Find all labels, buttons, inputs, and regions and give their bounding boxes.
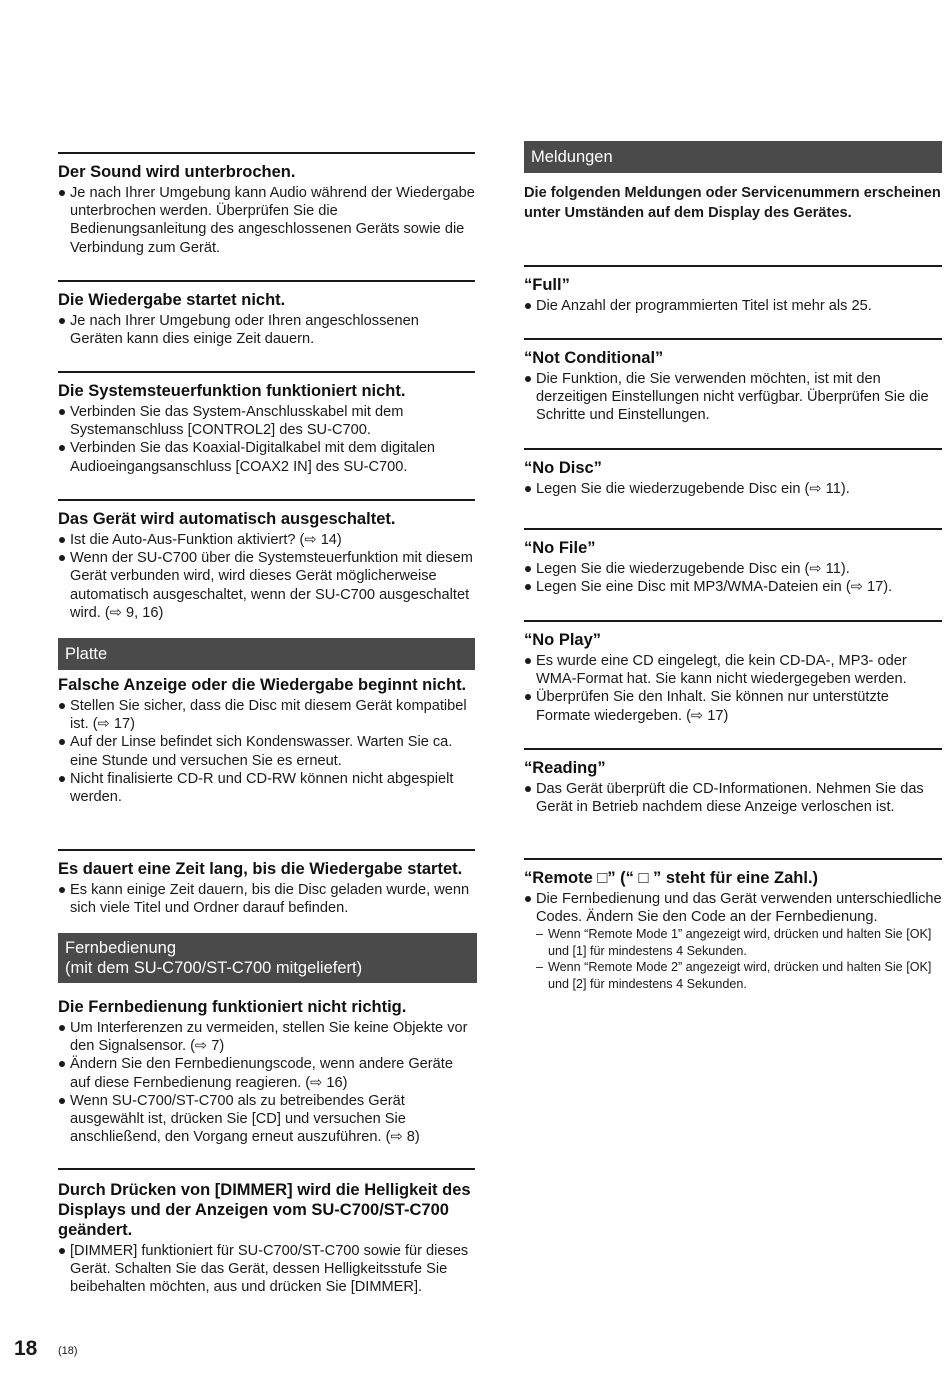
- sub-item-text: Wenn “Remote Mode 1” angezeigt wird, drücken und halten Sie [OK] und [1] für mindestens 4 Sekunden.: [548, 927, 932, 958]
- message-heading: “Remote □” (“ □ ” steht für eine Zahl.): [524, 869, 819, 887]
- bullet-item: Wenn SU-C700/ST-C700 als zu betreibendes Gerät ausgewählt ist, drücken Sie [CD] und versuchen Sie anschließend, den Vorgang erneut auszuführen. (⇨ 8): [58, 1092, 475, 1147]
- bullet-item: Wenn der SU-C700 über die Systemsteuerfunktion mit diesem Gerät verbunden wird, wird dieses Gerät möglicherweise automatisch ausgeschaltet, wenn der SU-C700 ausgeschaltet wird. (⇨ 9, 16): [58, 549, 475, 622]
- section-auto-off: [58, 499, 475, 622]
- section-remote-not-working: [58, 997, 475, 1146]
- category-bar-subtitle: (mit dem SU-C700/ST-C700 mitgeliefert): [65, 959, 363, 977]
- bullet-item: Überprüfen Sie den Inhalt. Sie können nur unterstützte Formate wiedergeben. (⇨ 17): [524, 688, 942, 724]
- section-dimmer: [58, 1168, 475, 1297]
- sub-item-text: Wenn “Remote Mode 2” angezeigt wird, drücken und halten Sie [OK] und [2] für mindestens 4 Sekunden.: [548, 960, 932, 991]
- section-heading: Das Gerät wird automatisch ausgeschaltet.: [58, 510, 396, 528]
- message-no-play: [524, 620, 942, 725]
- category-bar-platte: Platte: [58, 638, 475, 670]
- bullet-item: Die Fernbedienung und das Gerät verwenden unterschiedliche Codes. Ändern Sie den Code an der Fernbedienung.: [524, 890, 942, 926]
- section-heading: Der Sound wird unterbrochen.: [58, 163, 296, 181]
- message-remote: [524, 858, 942, 992]
- bullet-item: Legen Sie eine Disc mit MP3/WMA-Dateien ein (⇨ 17).: [524, 578, 942, 596]
- section-wrong-display: [58, 675, 475, 806]
- bullet-item: Es wurde eine CD eingelegt, die kein CD-DA-, MP3- oder WMA-Format hat. Sie kann nicht wiedergegeben werden.: [524, 652, 942, 688]
- message-heading: “No File”: [524, 539, 596, 557]
- message-heading: “No Play”: [524, 631, 602, 649]
- bullet-item: Ändern Sie den Fernbedienungscode, wenn andere Geräte auf diese Fernbedienung reagieren. (⇨ 16): [58, 1055, 475, 1091]
- sub-item: – Wenn “Remote Mode 2” angezeigt wird, drücken und halten Sie [OK] und [2] für mindestens 4 Sekunden.: [536, 960, 932, 991]
- message-no-file: [524, 528, 942, 596]
- message-heading: “Reading”: [524, 759, 606, 777]
- message-heading: “No Disc”: [524, 459, 602, 477]
- section-heading: Die Wiedergabe startet nicht.: [58, 291, 286, 309]
- message-heading: “Full”: [524, 276, 570, 294]
- bullet-item: Auf der Linse befindet sich Kondenswasser. Warten Sie ca. eine Stunde und versuchen Sie es erneut.: [58, 733, 475, 769]
- bullet-item: Die Funktion, die Sie verwenden möchten, ist mit den derzeitigen Einstellungen nicht verfügbar. Überprüfen Sie die Schritte und Einstellungen.: [524, 370, 942, 425]
- bullet-item: Ist die Auto-Aus-Funktion aktiviert? (⇨ 14): [58, 531, 475, 549]
- section-playback-not-starting: [58, 280, 475, 348]
- bullet-item: Verbinden Sie das Koaxial-Digitalkabel mit dem digitalen Audioeingangsanschluss [COAX2 IN] des SU-C700.: [58, 439, 475, 475]
- bullet-item: [DIMMER] funktioniert für SU-C700/ST-C700 sowie für dieses Gerät. Schalten Sie das Gerät, dessen Helligkeitsstufe Sie beibehalten möchten, aus und drücken Sie [DIMMER].: [58, 1242, 475, 1297]
- category-bar-title: Fernbedienung: [65, 939, 177, 957]
- section-heading: Falsche Anzeige oder die Wiedergabe beginnt nicht.: [58, 676, 467, 694]
- section-heading: Die Systemsteuerfunktion funktioniert nicht.: [58, 382, 406, 400]
- bullet-item: Legen Sie die wiederzugebende Disc ein (⇨ 11).: [524, 480, 942, 498]
- bullet-item: Die Anzahl der programmierten Titel ist mehr als 25.: [524, 297, 942, 315]
- bullet-item: Je nach Ihrer Umgebung kann Audio während der Wiedergabe unterbrochen werden. Überprüfen Sie die Bedienungsanleitung des angeschlossenen Geräts sowie die Verbindung zum Gerät.: [58, 184, 475, 257]
- message-reading: [524, 748, 942, 816]
- bullet-item: Je nach Ihrer Umgebung oder Ihren angeschlossenen Geräten kann dies einige Zeit dauern.: [58, 312, 475, 348]
- category-bar-meldungen: Meldungen: [524, 141, 942, 173]
- message-heading: “Not Conditional”: [524, 349, 664, 367]
- bullet-item: Das Gerät überprüft die CD-Informationen. Nehmen Sie das Gerät in Betrieb nachdem diese Anzeige verloschen ist.: [524, 780, 942, 816]
- section-heading: Es dauert eine Zeit lang, bis die Wiedergabe startet.: [58, 860, 463, 878]
- bullet-item: Es kann einige Zeit dauern, bis die Disc geladen wurde, wenn sich viele Titel und Ordner darauf befinden.: [58, 881, 475, 917]
- category-bar-fernbedienung: [58, 933, 477, 983]
- bullet-item: Nicht finalisierte CD-R und CD-RW können nicht abgespielt werden.: [58, 770, 475, 806]
- bullet-item: Legen Sie die wiederzugebende Disc ein (⇨ 11).: [524, 560, 942, 578]
- message-no-disc: [524, 448, 942, 498]
- sub-item: – Wenn “Remote Mode 1” angezeigt wird, drücken und halten Sie [OK] und [1] für mindestens 4 Sekunden.: [536, 927, 932, 958]
- message-not-conditional: [524, 338, 942, 425]
- section-sound-interrupted: [58, 152, 475, 257]
- section-system-control: [58, 371, 475, 476]
- message-full: [524, 265, 942, 315]
- bullet-item: Verbinden Sie das System-Anschlusskabel mit dem Systemanschluss [CONTROL2] des SU-C700.: [58, 403, 475, 439]
- section-heading: Die Fernbedienung funktioniert nicht richtig.: [58, 998, 407, 1016]
- meldungen-intro: Die folgenden Meldungen oder Servicenummern erscheinen unter Umständen auf dem Display des Gerätes.: [524, 185, 941, 221]
- bullet-item: Um Interferenzen zu vermeiden, stellen Sie keine Objekte vor den Signalsensor. (⇨ 7): [58, 1019, 475, 1055]
- bullet-item: Stellen Sie sicher, dass die Disc mit diesem Gerät kompatibel ist. (⇨ 17): [58, 697, 475, 733]
- page-number-secondary: (18): [58, 1345, 78, 1357]
- section-heading: Durch Drücken von [DIMMER] wird die Helligkeit des Displays und der Anzeigen vom SU-C700/ST-C700 geändert.: [58, 1181, 471, 1239]
- section-slow-start: [58, 849, 475, 917]
- page-number: 18: [14, 1337, 38, 1360]
